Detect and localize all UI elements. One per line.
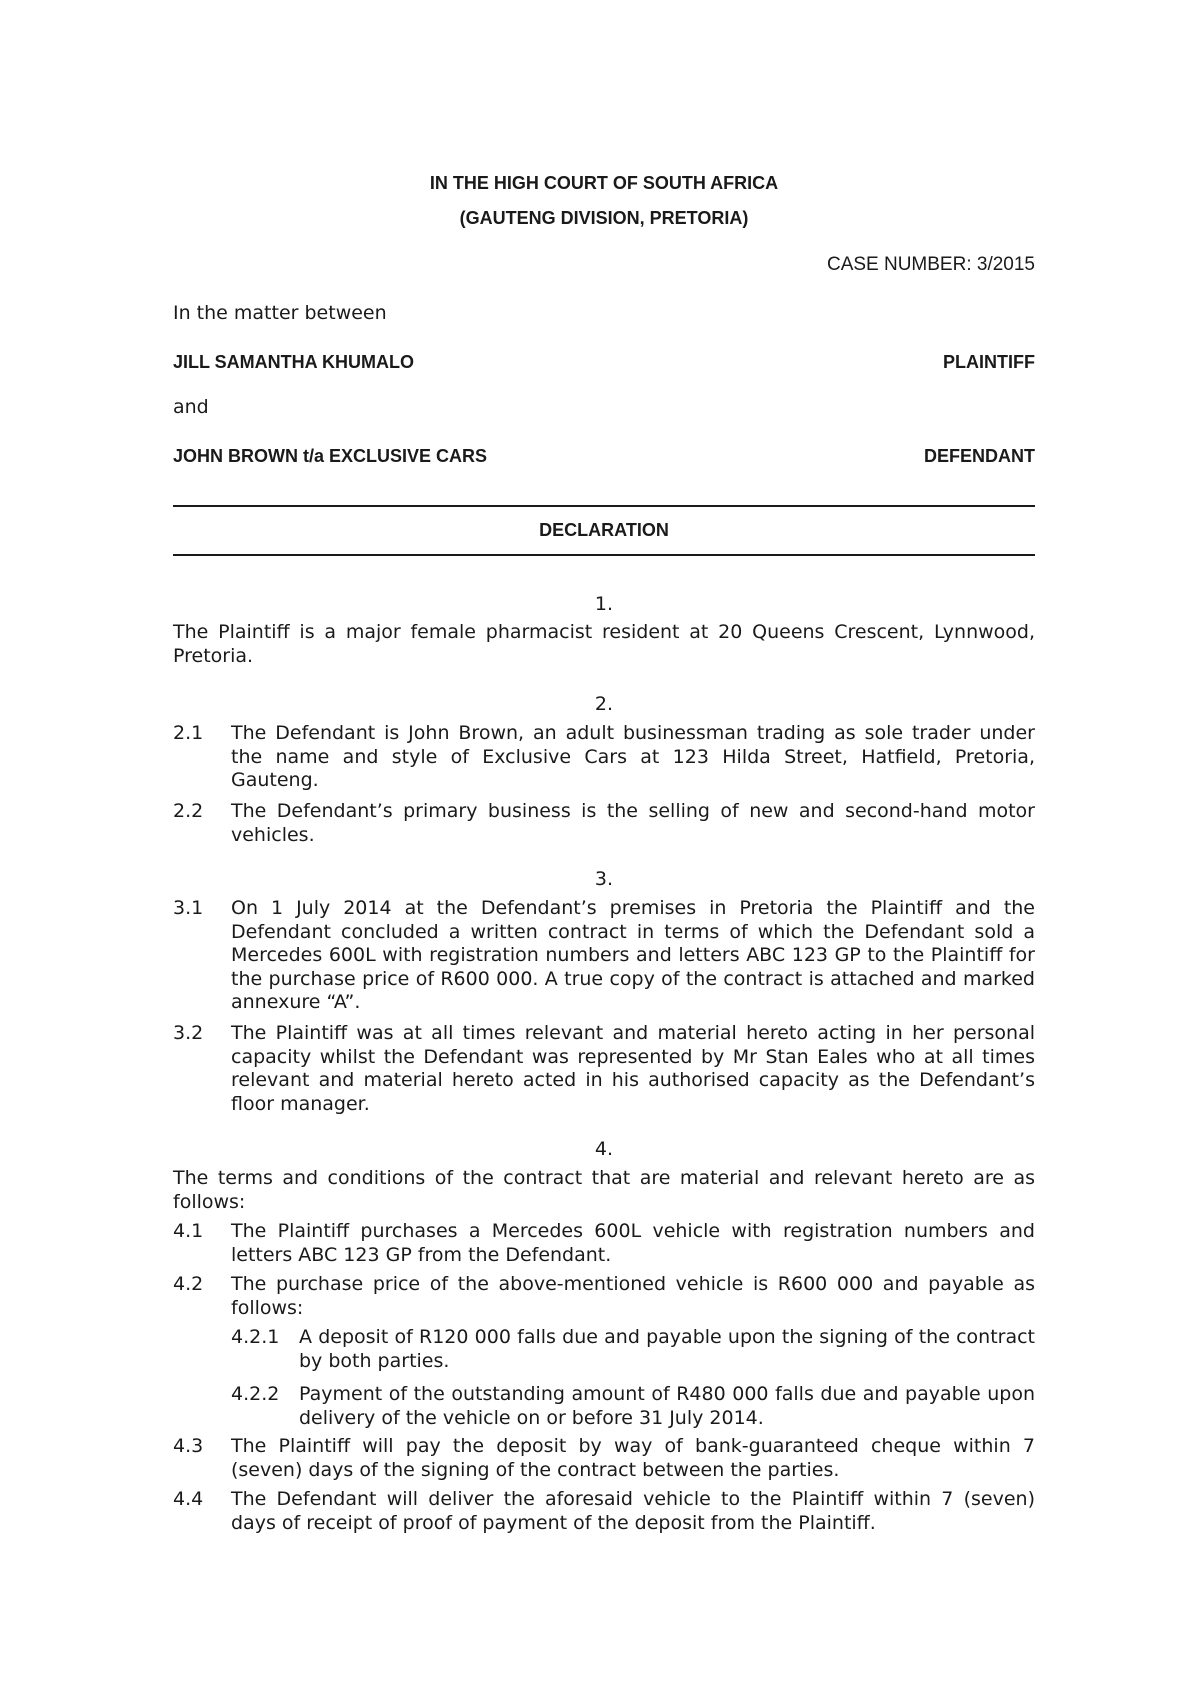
clause-text: The Plaintiff purchases a Mercedes 600L vehicle with registration numbers and letters ABC 123 GP from the Defendant.: [231, 1220, 1035, 1266]
defendant-row: [173, 446, 1035, 467]
section-number: 2.: [594, 693, 614, 715]
clause: [173, 897, 1035, 1015]
clause-text: The Plaintiff was at all times relevant and material hereto acting in her personal capacity whilst the Defendant was represented by Mr Stan Eales who at all times relevant and material hereto acted in his authorised capacity as the Defendant’s floor manager.: [231, 1022, 1035, 1115]
court-name: IN THE HIGH COURT OF SOUTH AFRICA: [429, 173, 779, 193]
subclause: [231, 1383, 1035, 1430]
clause-number: 4.3: [173, 1435, 204, 1457]
clause: [173, 1022, 1035, 1116]
subclause-text: Payment of the outstanding amount of R480 000 falls due and payable upon delivery of the vehicle on or before 31 July 2014.: [299, 1383, 1035, 1429]
clause-text: The Defendant will deliver the aforesaid vehicle to the Plaintiff within 7 (seven) days of receipt of proof of payment of the deposit from the Plaintiff.: [231, 1488, 1035, 1534]
clause-number: 4.1: [173, 1220, 204, 1242]
parties-connector: and: [173, 396, 209, 418]
title-rule-bottom: [173, 554, 1035, 556]
clause-number: 2.2: [173, 800, 204, 822]
clause-number: 2.1: [173, 722, 204, 744]
subclause-number: 4.2.2: [231, 1383, 280, 1405]
section-number: 3.: [594, 868, 614, 890]
plaintiff-role: PLAINTIFF: [943, 352, 1035, 372]
section-number: 1.: [594, 593, 614, 615]
clause-text: The Defendant’s primary business is the selling of new and second-hand motor vehicles.: [231, 800, 1035, 846]
document-title: DECLARATION: [539, 520, 669, 540]
subclause: [231, 1326, 1035, 1373]
clause: [173, 722, 1035, 793]
subclause-number: 4.2.1: [231, 1326, 280, 1348]
clause-text: The purchase price of the above-mentioned vehicle is R600 000 and payable as follows:: [231, 1273, 1035, 1319]
case-number: CASE NUMBER: 3/2015: [826, 254, 1035, 275]
subclause-text: A deposit of R120 000 falls due and payable upon the signing of the contract by both parties.: [299, 1326, 1035, 1372]
defendant-name: JOHN BROWN t/a EXCLUSIVE CARS: [173, 446, 488, 466]
clause-text: The Plaintiff will pay the deposit by way of bank-guaranteed cheque within 7 (seven) days of the signing of the contract between the parties.: [231, 1435, 1035, 1481]
clause: [173, 1220, 1035, 1267]
clause: [173, 1435, 1035, 1482]
plaintiff-name: JILL SAMANTHA KHUMALO: [173, 352, 414, 372]
section-number: 4.: [594, 1138, 614, 1160]
clause-number: 3.1: [173, 897, 204, 919]
matter-intro: In the matter between: [173, 302, 387, 324]
section-paragraph: The Plaintiff is a major female pharmacist resident at 20 Queens Crescent, Lynnwood, Pretoria.: [173, 621, 1035, 667]
clause-number: 3.2: [173, 1022, 204, 1044]
plaintiff-row: [173, 352, 1035, 373]
clause-number: 4.4: [173, 1488, 204, 1510]
clause-text: On 1 July 2014 at the Defendant’s premises in Pretoria the Plaintiff and the Defendant concluded a written contract in terms of which the Defendant sold a Mercedes 600L with registration numbers and letters ABC 123 GP to the Plaintiff for the purchase price of R600 000. A true copy of the contract is attached and marked annexure “A”.: [231, 897, 1035, 1013]
clause: [173, 800, 1035, 847]
section-paragraph: The terms and conditions of the contract that are material and relevant hereto are as follows:: [173, 1167, 1035, 1213]
clause-text: The Defendant is John Brown, an adult businessman trading as sole trader under the name and style of Exclusive Cars at 123 Hilda Street, Hatfield, Pretoria, Gauteng.: [231, 722, 1035, 791]
clause-number: 4.2: [173, 1273, 204, 1295]
court-division: (GAUTENG DIVISION, PRETORIA): [459, 208, 749, 228]
title-rule-top: [173, 505, 1035, 507]
defendant-role: DEFENDANT: [924, 446, 1035, 466]
clause: [173, 1273, 1035, 1320]
clause: [173, 1488, 1035, 1535]
